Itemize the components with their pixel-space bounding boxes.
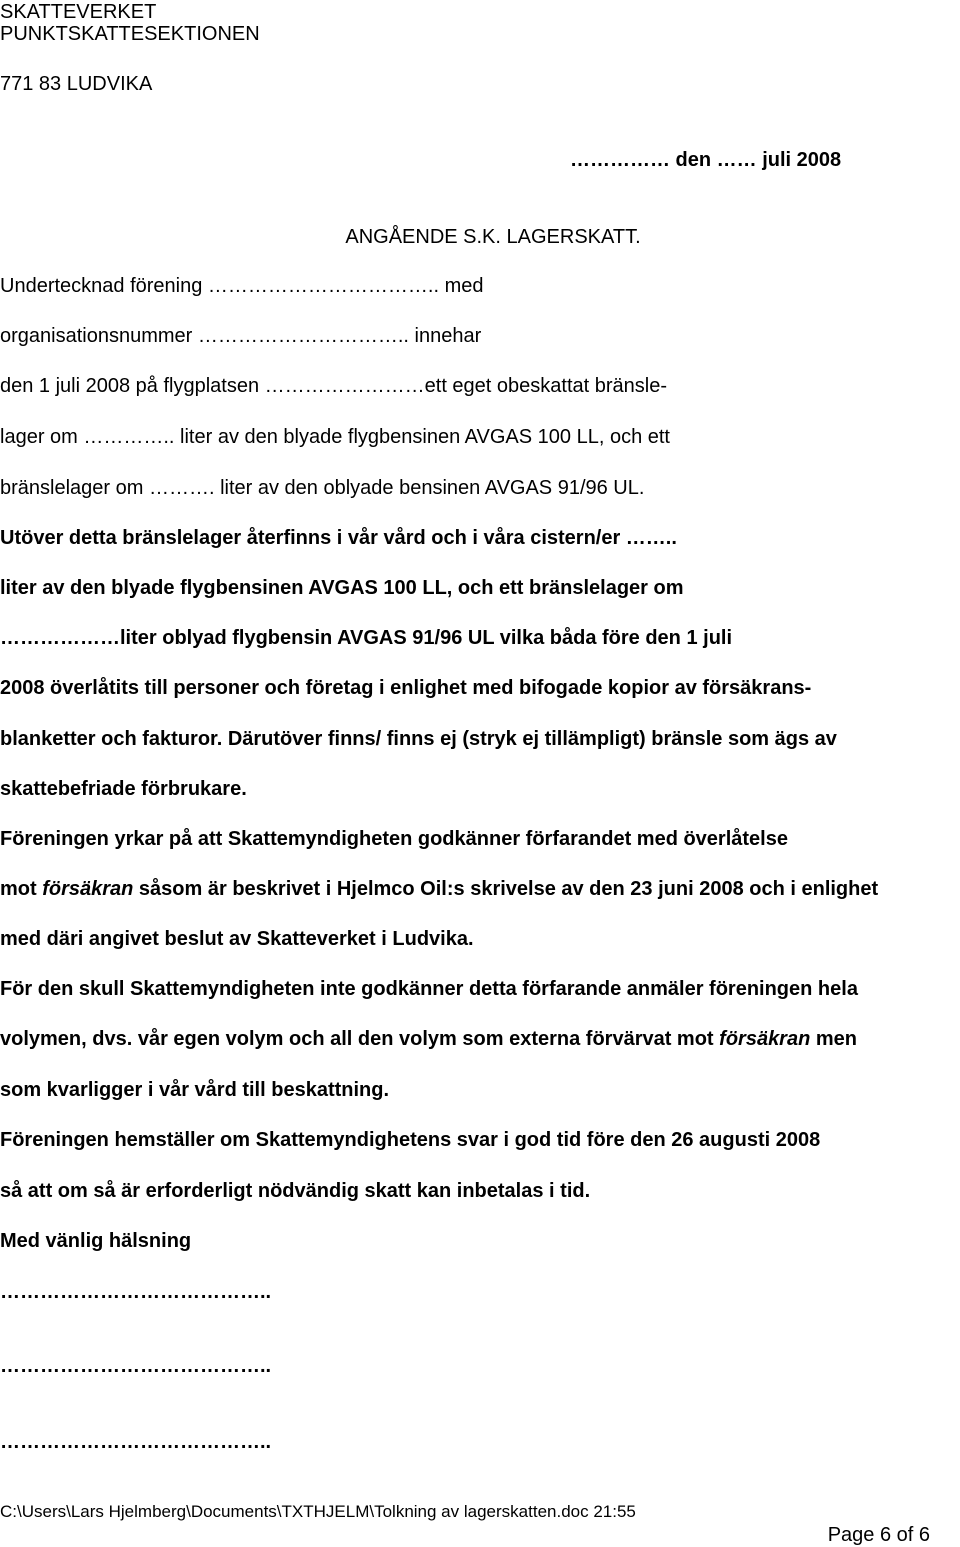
body-line-16-pre: volymen, dvs. vår egen volym och all den volym som externa förvärvat mot xyxy=(0,1028,720,1050)
closing-greeting: Med vänlig hälsning xyxy=(0,1230,192,1252)
body-line-9: 2008 överlåtits till personer och företag i enlighet med bifogade kopior av försäkrans- xyxy=(0,677,812,699)
body-line-13-italic: försäkran xyxy=(42,878,134,900)
body-line-13 xyxy=(0,877,878,901)
body-line-18: Föreningen hemställer om Skattemyndighetens svar i god tid före den 26 augusti 2008 xyxy=(0,1129,821,1151)
signature-line-2: ………………………………….. xyxy=(0,1355,272,1377)
footer-file-path: C:\Users\Lars Hjelmberg\Documents\TXTHJELM\Tolkning av lagerskatten.doc 21:55 xyxy=(0,1502,636,1521)
body-line-16-post: men xyxy=(810,1028,857,1050)
body-line-13-post: såsom är beskrivet i Hjelmco Oil:s skrivelse av den 23 juni 2008 och i enlighet xyxy=(133,878,879,900)
body-line-13-pre: mot xyxy=(0,878,43,900)
body-line-14: med däri angivet beslut av Skatteverket i Ludvika. xyxy=(0,928,474,950)
signature-line-3: ………………………………….. xyxy=(0,1431,272,1453)
body-line-11: skattebefriade förbrukare. xyxy=(0,778,247,800)
body-line-5: bränslelager om ………. liter av den oblyade bensinen AVGAS 91/96 UL. xyxy=(0,477,645,499)
body-line-7: liter av den blyade flygbensinen AVGAS 100 LL, och ett bränslelager om xyxy=(0,577,684,599)
body-line-19: så att om så är erforderligt nödvändig skatt kan inbetalas i tid. xyxy=(0,1180,591,1202)
body-line-4: lager om ………….. liter av den blyade flygbensinen AVGAS 100 LL, och ett xyxy=(0,426,670,448)
body-line-8: ………………liter oblyad flygbensin AVGAS 91/96 UL vilka båda före den 1 juli xyxy=(0,627,733,649)
recipient-department: PUNKTSKATTESEKTIONEN xyxy=(0,23,260,45)
body-line-1: Undertecknad förening …………………………….. med xyxy=(0,275,484,297)
body-line-10: blanketter och fakturor. Därutöver finns/ finns ej (stryk ej tillämpligt) bränsle som ägs av xyxy=(0,728,837,750)
body-line-15: För den skull Skattemyndigheten inte godkänner detta förfarande anmäler föreningen hela xyxy=(0,978,858,1000)
body-line-16 xyxy=(0,1027,857,1051)
date-line: …………… den …… juli 2008 xyxy=(570,149,842,171)
body-line-12: Föreningen yrkar på att Skattemyndigheten godkänner förfarandet med överlåtelse xyxy=(0,828,788,850)
body-line-16-italic: försäkran xyxy=(719,1028,811,1050)
subject-line: ANGÅENDE S.K. LAGERSKATT. xyxy=(345,226,641,248)
body-line-3: den 1 juli 2008 på flygplatsen ……………………ett eget obeskattat bränsle- xyxy=(0,375,668,397)
body-line-2: organisationsnummer ………………………….. innehar xyxy=(0,325,482,347)
recipient-org-name: SKATTEVERKET xyxy=(0,1,157,23)
body-line-17: som kvarligger i vår vård till beskattning. xyxy=(0,1079,390,1101)
signature-line-1: ………………………………….. xyxy=(0,1281,272,1303)
recipient-address: 771 83 LUDVIKA xyxy=(0,73,153,95)
body-line-6: Utöver detta bränslelager återfinns i vår vård och i våra cistern/er …….. xyxy=(0,527,677,549)
footer-page-number: Page 6 of 6 xyxy=(827,1524,930,1546)
